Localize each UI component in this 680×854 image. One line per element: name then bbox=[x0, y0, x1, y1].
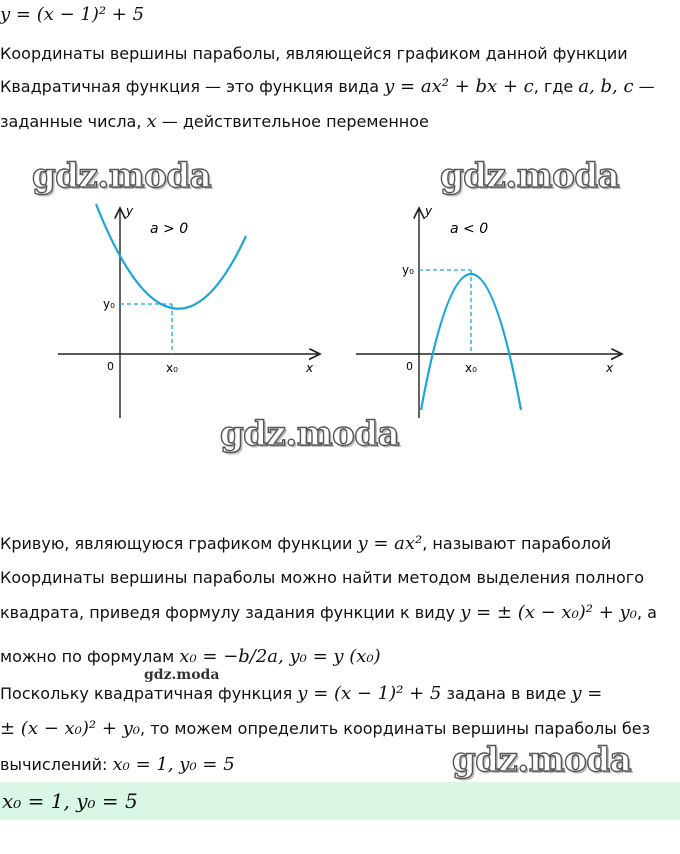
method-text: , а bbox=[636, 603, 657, 622]
watermark: gdz.moda bbox=[440, 156, 620, 196]
watermark: gdz.moda bbox=[220, 414, 400, 454]
conclusion-line-2 bbox=[0, 718, 650, 740]
parabola-up bbox=[96, 204, 246, 309]
answer-box bbox=[0, 782, 680, 820]
watermark: gdz.moda bbox=[32, 156, 212, 196]
origin-label: 0 bbox=[406, 360, 413, 373]
definition-line-2 bbox=[0, 111, 429, 133]
y0-label: y₀ bbox=[103, 297, 115, 311]
definition-text: , где bbox=[533, 77, 579, 96]
parabola-formula: y = ax² bbox=[357, 533, 423, 554]
definition-params: a, b, c bbox=[578, 76, 634, 97]
x-axis-label: x bbox=[606, 361, 614, 375]
x-axis-label: x bbox=[306, 361, 314, 375]
graph-a-positive bbox=[58, 204, 320, 418]
parabola-definition bbox=[0, 533, 611, 555]
parabola-text: Кривую, являющуюся графиком функции bbox=[0, 534, 358, 553]
conclusion-formula: x₀ = 1, y₀ = 5 bbox=[112, 754, 235, 775]
method-formula: y = ± (x − x₀)² + y₀ bbox=[460, 602, 637, 623]
method-formula: x₀ = −b/2a, y₀ = y (x₀) bbox=[179, 646, 381, 667]
method-text: квадрата, приведя формулу задания функции к виду bbox=[0, 603, 461, 622]
watermark-small: gdz.moda bbox=[144, 667, 220, 683]
watermark: gdz.moda bbox=[452, 740, 632, 780]
conclusion-line-3 bbox=[0, 754, 235, 776]
origin-label: 0 bbox=[107, 360, 114, 373]
condition-label: a < 0 bbox=[450, 221, 489, 237]
graph-a-negative bbox=[356, 204, 622, 418]
condition-label: a > 0 bbox=[150, 221, 189, 237]
parabola-text: , называют параболой bbox=[422, 534, 612, 553]
conclusion-text: Поскольку квадратичная функция bbox=[0, 684, 298, 703]
y0-label: y₀ bbox=[402, 263, 414, 277]
method-line-2 bbox=[0, 602, 657, 624]
definition-text: Квадратичная функция — это функция вида bbox=[0, 77, 385, 96]
y-axis-label: y bbox=[425, 204, 433, 218]
conclusion-line-1 bbox=[0, 683, 602, 705]
conclusion-formula: ± (x − x₀)² + y₀ bbox=[0, 718, 141, 739]
conclusion-formula: y = bbox=[571, 683, 603, 704]
conclusion-text: вычислений: bbox=[0, 755, 113, 774]
question-text: Координаты вершины параболы, являющейся графиком данной функции bbox=[0, 44, 628, 63]
conclusion-text: задана в виде bbox=[441, 684, 572, 703]
conclusion-formula: y = (x − 1)² + 5 bbox=[297, 683, 442, 704]
answer-formula: x₀ = 1, y₀ = 5 bbox=[2, 789, 138, 813]
x0-label: x₀ bbox=[166, 361, 178, 375]
definition-line-1 bbox=[0, 76, 655, 98]
conclusion-text: , то можем определить координаты вершины параболы без bbox=[140, 719, 651, 738]
definition-text: заданные числа, bbox=[0, 112, 147, 131]
definition-text: — bbox=[633, 77, 655, 96]
method-line-1: Координаты вершины параболы можно найти методом выделения полного bbox=[0, 568, 644, 587]
definition-var: x bbox=[146, 111, 157, 132]
method-text: можно по формулам bbox=[0, 647, 180, 666]
definition-formula: y = ax² + bx + c bbox=[384, 76, 534, 97]
y-axis-label: y bbox=[126, 204, 134, 218]
definition-text: — действительное переменное bbox=[156, 112, 429, 131]
x0-label: x₀ bbox=[465, 361, 477, 375]
method-line-3 bbox=[0, 646, 381, 668]
function-header: y = (x − 1)² + 5 bbox=[0, 4, 145, 25]
